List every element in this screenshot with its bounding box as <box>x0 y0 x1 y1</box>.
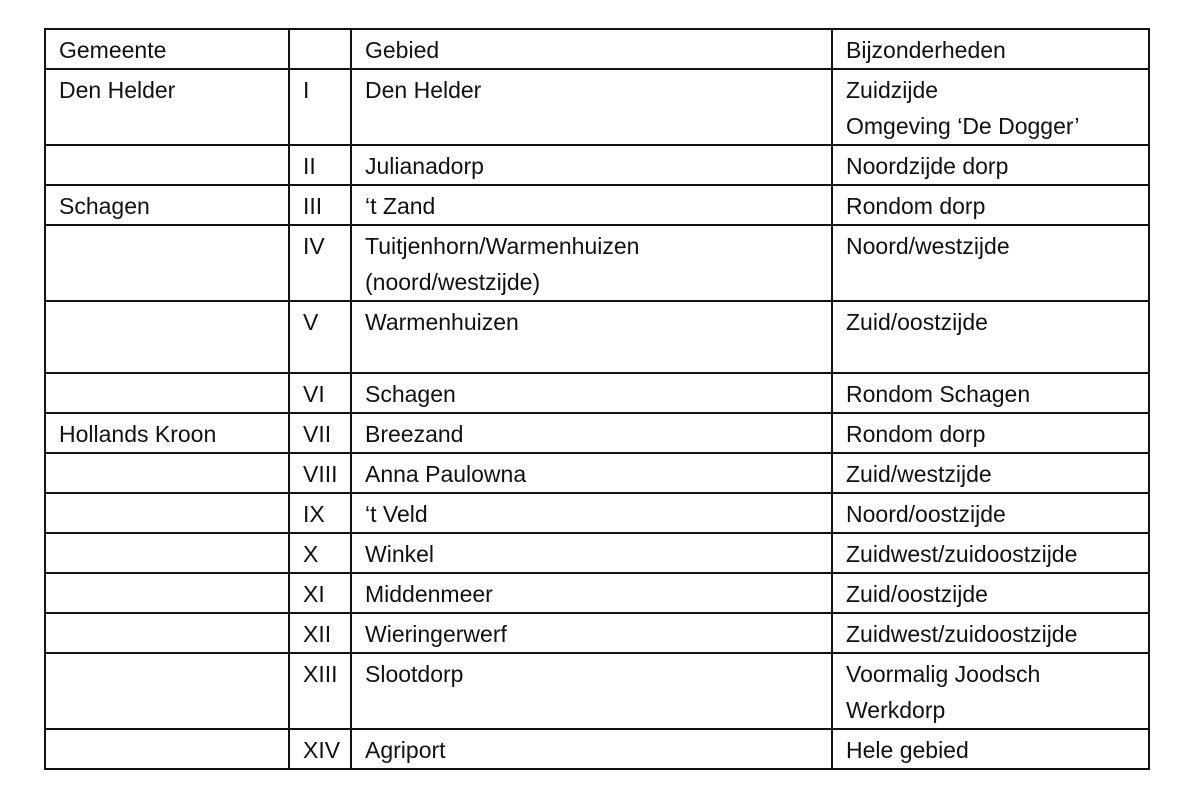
cell-number: V <box>289 301 351 373</box>
table-row <box>45 225 1149 301</box>
table-row <box>45 613 1149 653</box>
table-row <box>45 145 1149 185</box>
table-row <box>45 573 1149 613</box>
cell-gemeente <box>45 729 289 769</box>
cell-bijzonderheden: Zuid/westzijde <box>832 453 1149 493</box>
cell-number: VII <box>289 413 351 453</box>
cell-number: I <box>289 69 351 145</box>
cell-gebied: Winkel <box>351 533 832 573</box>
cell-bijzonderheden: Zuid/oostzijde <box>832 301 1149 373</box>
cell-gemeente: Schagen <box>45 185 289 225</box>
cell-gemeente <box>45 145 289 185</box>
cell-gemeente <box>45 613 289 653</box>
cell-bijzonderheden: Noord/westzijde <box>832 225 1149 301</box>
cell-gebied: ‘t Veld <box>351 493 832 533</box>
header-cell-number <box>289 29 351 69</box>
cell-bijzonderheden: Zuidwest/zuidoostzijde <box>832 613 1149 653</box>
cell-bijzonderheden: Zuidwest/zuidoostzijde <box>832 533 1149 573</box>
cell-gebied: Agriport <box>351 729 832 769</box>
cell-bijzonderheden: Rondom Schagen <box>832 373 1149 413</box>
cell-number: VIII <box>289 453 351 493</box>
cell-bijzonderheden: Hele gebied <box>832 729 1149 769</box>
cell-bijzonderheden: Zuidzijde Omgeving ‘De Dogger’ <box>832 69 1149 145</box>
cell-number: VI <box>289 373 351 413</box>
cell-gebied: Julianadorp <box>351 145 832 185</box>
cell-gebied: Wieringerwerf <box>351 613 832 653</box>
cell-gebied: Tuitjenhorn/Warmenhuizen (noord/westzijde) <box>351 225 832 301</box>
table-row <box>45 69 1149 145</box>
header-cell-gebied: Gebied <box>351 29 832 69</box>
cell-number: II <box>289 145 351 185</box>
cell-gebied: Anna Paulowna <box>351 453 832 493</box>
cell-bijzonderheden: Rondom dorp <box>832 413 1149 453</box>
cell-number: III <box>289 185 351 225</box>
cell-gebied: Warmenhuizen <box>351 301 832 373</box>
cell-gebied: Slootdorp <box>351 653 832 729</box>
table-row <box>45 301 1149 373</box>
table-row <box>45 533 1149 573</box>
cell-bijzonderheden: Noordzijde dorp <box>832 145 1149 185</box>
table-row <box>45 185 1149 225</box>
cell-number: XII <box>289 613 351 653</box>
cell-gemeente: Den Helder <box>45 69 289 145</box>
header-cell-bijzonderheden: Bijzonderheden <box>832 29 1149 69</box>
cell-bijzonderheden: Noord/oostzijde <box>832 493 1149 533</box>
cell-bijzonderheden: Rondom dorp <box>832 185 1149 225</box>
cell-bijzonderheden: Zuid/oostzijde <box>832 573 1149 613</box>
cell-number: XI <box>289 573 351 613</box>
cell-gemeente <box>45 453 289 493</box>
table-row <box>45 413 1149 453</box>
table-row <box>45 653 1149 729</box>
cell-gebied: ‘t Zand <box>351 185 832 225</box>
table-header-row <box>45 29 1149 69</box>
cell-number: IV <box>289 225 351 301</box>
cell-gemeente <box>45 225 289 301</box>
cell-gebied: Schagen <box>351 373 832 413</box>
areas-table <box>44 28 1150 770</box>
cell-number: X <box>289 533 351 573</box>
cell-gemeente <box>45 301 289 373</box>
table-row <box>45 373 1149 413</box>
cell-gebied: Middenmeer <box>351 573 832 613</box>
table-row <box>45 453 1149 493</box>
cell-gemeente <box>45 373 289 413</box>
table-row <box>45 729 1149 769</box>
header-cell-gemeente: Gemeente <box>45 29 289 69</box>
cell-gebied: Breezand <box>351 413 832 453</box>
cell-gemeente: Hollands Kroon <box>45 413 289 453</box>
cell-number: XIV <box>289 729 351 769</box>
table-row <box>45 493 1149 533</box>
cell-number: XIII <box>289 653 351 729</box>
cell-gemeente <box>45 493 289 533</box>
cell-gemeente <box>45 653 289 729</box>
cell-gebied: Den Helder <box>351 69 832 145</box>
cell-number: IX <box>289 493 351 533</box>
cell-bijzonderheden: Voormalig Joodsch Werkdorp <box>832 653 1149 729</box>
cell-gemeente <box>45 533 289 573</box>
cell-gemeente <box>45 573 289 613</box>
